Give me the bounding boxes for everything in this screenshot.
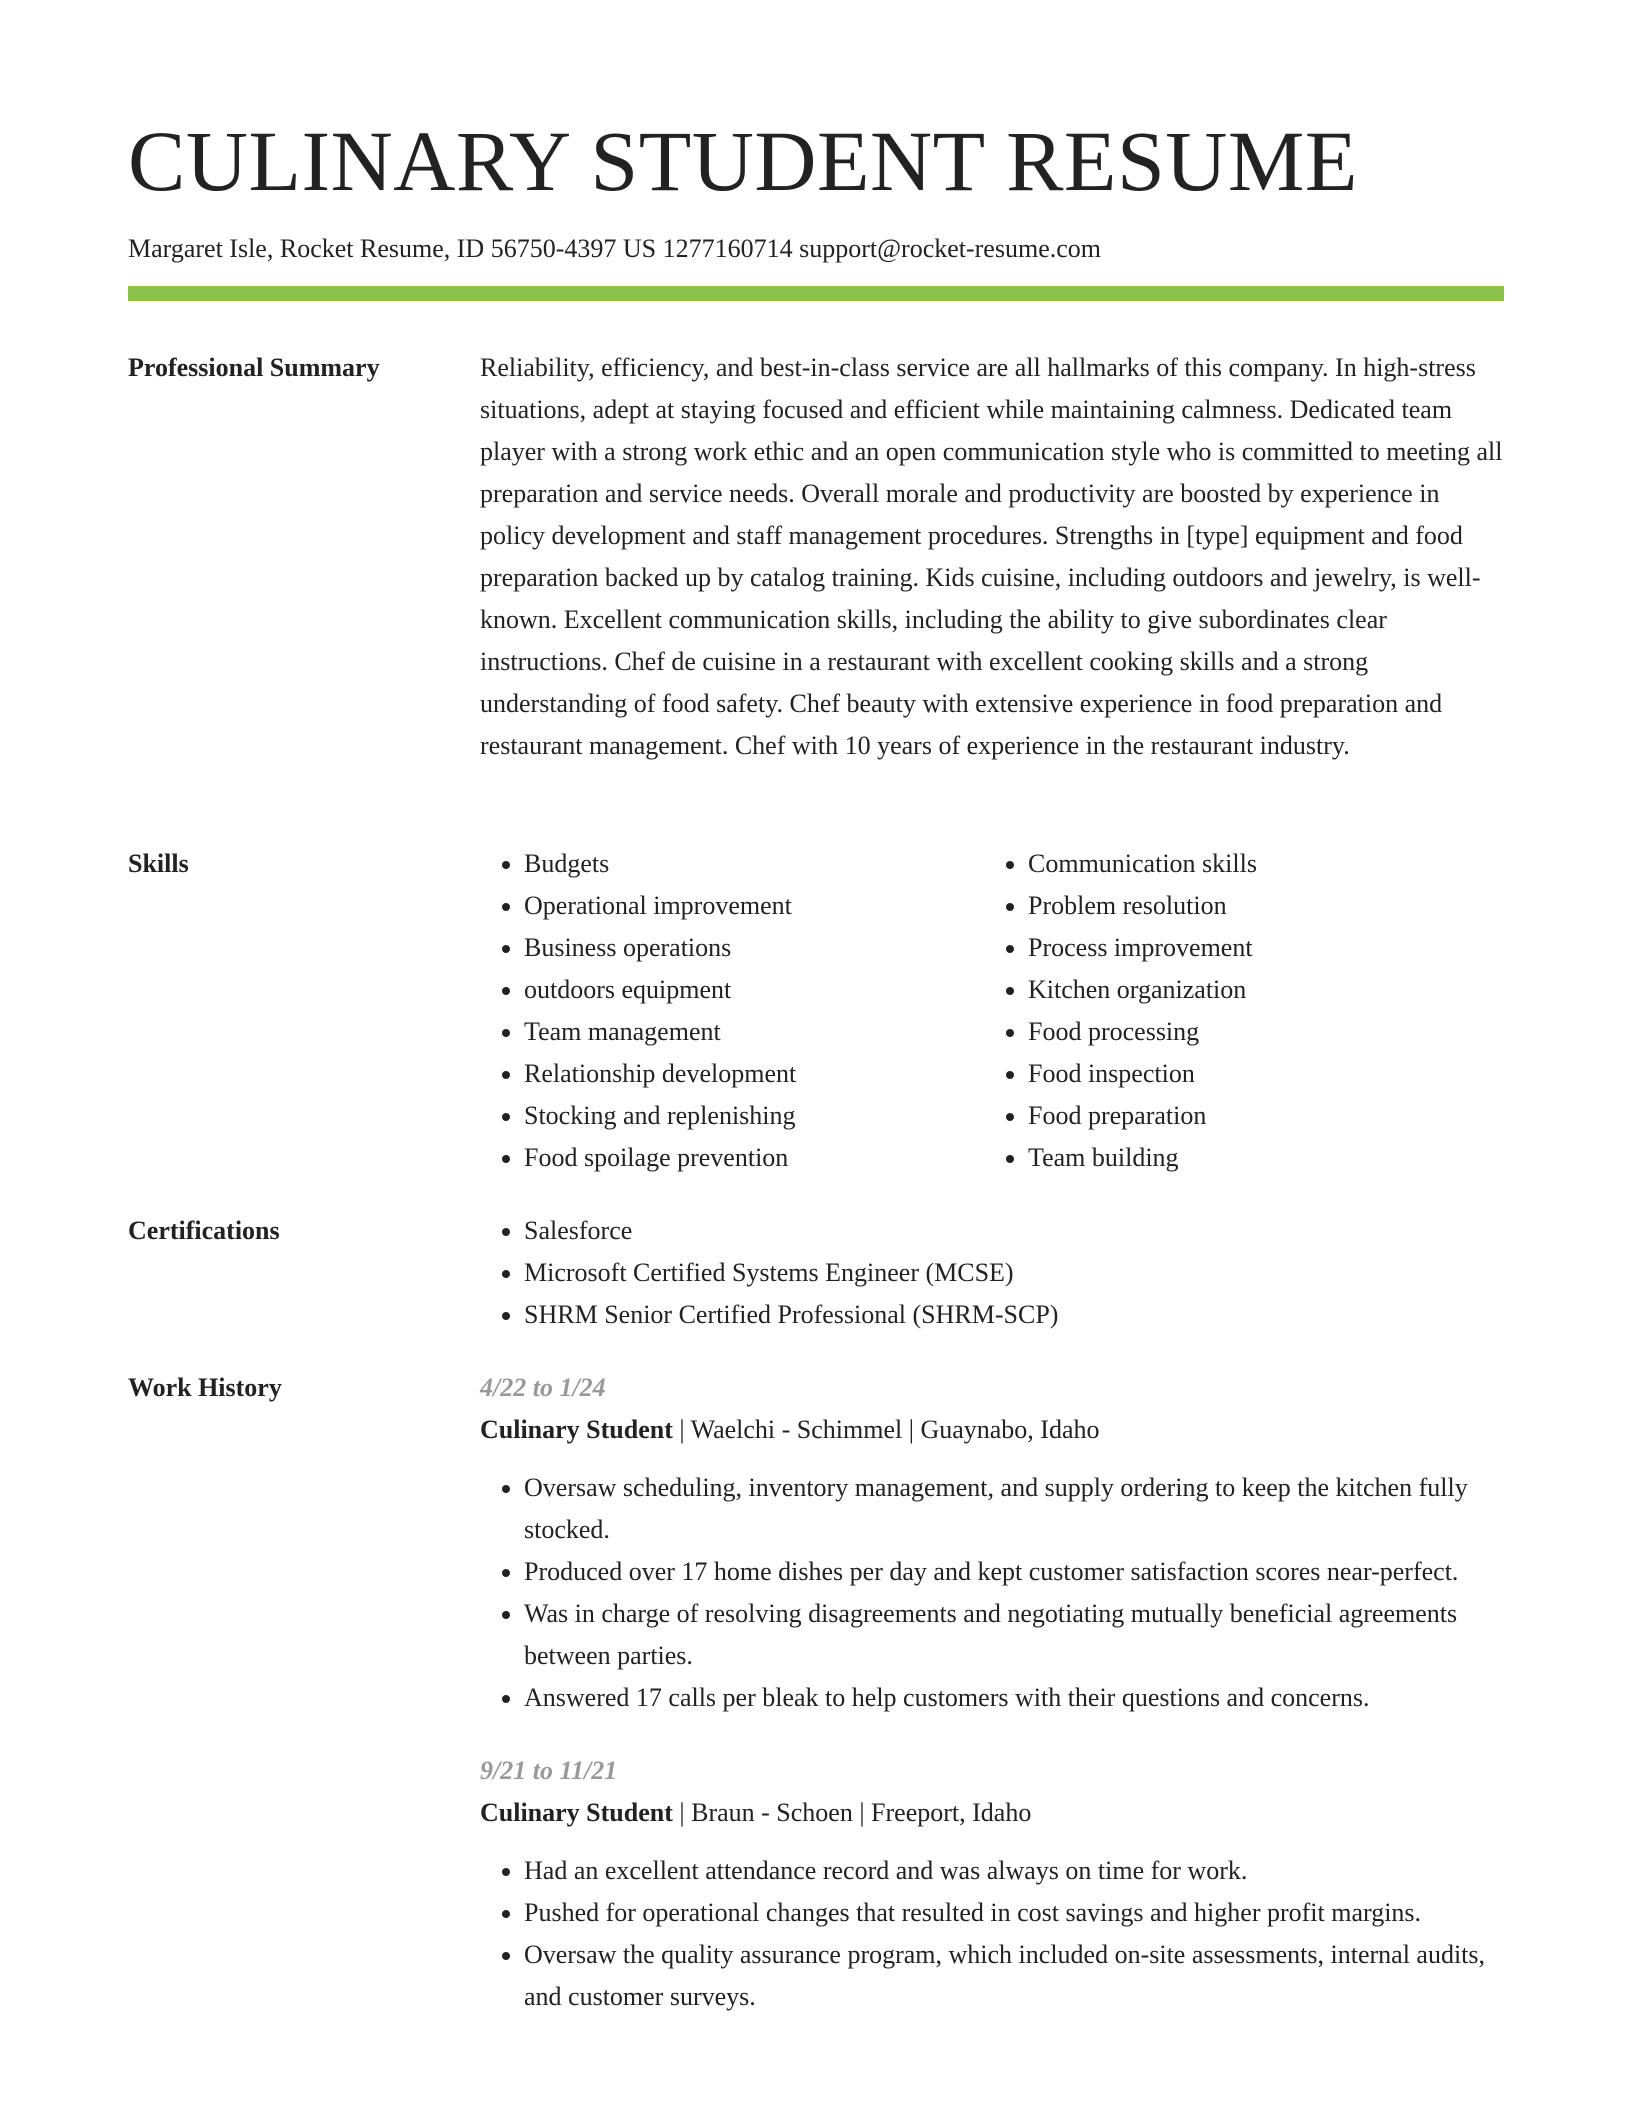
skill-item: • Budgets (524, 843, 984, 885)
skill-item: • Food processing (1028, 1011, 1488, 1053)
skill-item: • Communication skills (1028, 843, 1488, 885)
job-bullet: • Oversaw scheduling, inventory management, and supply ordering to keep the kitchen fully stocked. (524, 1467, 1504, 1551)
skill-item: • Food spoilage prevention (524, 1137, 984, 1179)
skill-item: • Problem resolution (1028, 885, 1488, 927)
job-entry (480, 1367, 1504, 1719)
skill-item: • outdoors equipment (524, 969, 984, 1011)
skill-item: • Process improvement (1028, 927, 1488, 969)
job-dates: 9/21 to 11/21 (480, 1756, 618, 1785)
accent-divider (128, 286, 1504, 301)
job-bullet: • Was in charge of resolving disagreements and negotiating mutually beneficial agreements between parties. (524, 1593, 1504, 1677)
skill-item: • Team management (524, 1011, 984, 1053)
certification-item: • Salesforce (524, 1210, 1504, 1252)
job-bullets (480, 1467, 1504, 1719)
skill-item: • Team building (1028, 1137, 1488, 1179)
certifications-list (480, 1210, 1504, 1336)
job-dates: 4/22 to 1/24 (480, 1373, 606, 1402)
skills-list-right (984, 843, 1488, 1179)
skills-body (480, 843, 1504, 1179)
resume-title: CULINARY STUDENT RESUME (128, 113, 1358, 209)
skills-list-left (480, 843, 984, 1179)
skill-item: • Stocking and replenishing (524, 1095, 984, 1137)
job-bullet: • Pushed for operational changes that resulted in cost savings and higher profit margins. (524, 1892, 1504, 1934)
summary-heading: Professional Summary (128, 353, 380, 382)
skill-item: • Food preparation (1028, 1095, 1488, 1137)
work-history-body (480, 1367, 1504, 2018)
contact-line: Margaret Isle, Rocket Resume, ID 56750-4397 US 1277160714 support@rocket-resume.com (128, 234, 1101, 263)
job-employer-location: | Waelchi - Schimmel | Guaynabo, Idaho (672, 1415, 1100, 1444)
job-bullet: • Had an excellent attendance record and was always on time for work. (524, 1850, 1504, 1892)
skill-item: • Relationship development (524, 1053, 984, 1095)
work-history-heading: Work History (128, 1373, 282, 1402)
skills-column-right (984, 843, 1488, 1179)
job-bullet: • Produced over 17 home dishes per day and kept customer satisfaction scores near-perfect. (524, 1551, 1504, 1593)
skill-item: • Operational improvement (524, 885, 984, 927)
certification-item: • Microsoft Certified Systems Engineer (MCSE) (524, 1252, 1504, 1294)
summary-body (480, 347, 1504, 767)
certification-item: • SHRM Senior Certified Professional (SHRM-SCP) (524, 1294, 1504, 1336)
certifications-heading: Certifications (128, 1216, 280, 1245)
job-employer-location: | Braun - Schoen | Freeport, Idaho (672, 1798, 1032, 1827)
summary-text: Reliability, efficiency, and best-in-class service are all hallmarks of this company. In high-stress situations, adept at staying focused and efficient while maintaining calmness. Dedicated team player with a strong work ethic and an open communication style who is committed to meeting all preparation and service needs. Overall morale and productivity are boosted by experience in policy development and staff management procedures. Strengths in [type] equipment and food preparation backed up by catalog training. Kids cuisine, including outdoors and jewelry, is well-known. Excellent communication skills, including the ability to give subordinates clear instructions. Chef de cuisine in a restaurant with excellent cooking skills and a strong understanding of food safety. Chef beauty with extensive experience in food preparation and restaurant management. Chef with 10 years of experience in the restaurant industry. (480, 353, 1503, 760)
certifications-body (480, 1210, 1504, 1336)
skill-item: • Kitchen organization (1028, 969, 1488, 1011)
job-title: Culinary Student (480, 1415, 673, 1444)
job-header (480, 1409, 1504, 1451)
job-header (480, 1792, 1504, 1834)
job-bullets (480, 1850, 1504, 2018)
skill-item: • Business operations (524, 927, 984, 969)
skills-column-left (480, 843, 984, 1179)
job-title: Culinary Student (480, 1798, 673, 1827)
skill-item: • Food inspection (1028, 1053, 1488, 1095)
job-bullet: • Answered 17 calls per bleak to help customers with their questions and concerns. (524, 1677, 1504, 1719)
skills-heading: Skills (128, 849, 189, 878)
job-bullet: • Oversaw the quality assurance program, which included on-site assessments, internal audits, and customer surveys. (524, 1934, 1504, 2018)
job-entry (480, 1750, 1504, 2018)
